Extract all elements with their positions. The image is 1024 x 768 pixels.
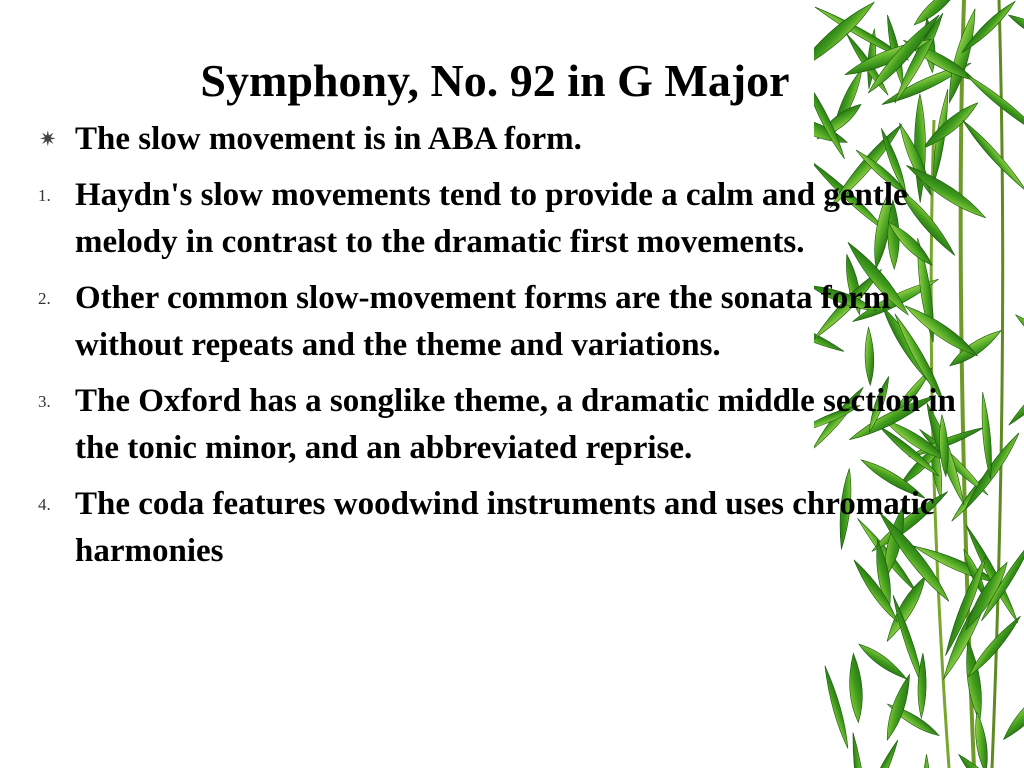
list-item-text: Haydn's slow movements tend to provide a calm and gentle melody in contrast to the dramatic first movements. bbox=[75, 177, 908, 260]
list-item bbox=[0, 116, 1000, 163]
list-item bbox=[0, 481, 1000, 575]
list-item-text: The slow movement is in ABA form. bbox=[75, 121, 582, 157]
list-item bbox=[0, 378, 1000, 472]
list-item-text: The coda features woodwind instruments and uses chromatic harmonies bbox=[75, 486, 935, 569]
list-item bbox=[0, 172, 1000, 266]
list-number: 2. bbox=[38, 289, 51, 308]
list-item-text: Other common slow-movement forms are the sonata form without repeats and the theme and variations. bbox=[75, 280, 891, 363]
bullet-list bbox=[0, 116, 1000, 584]
asterisk-icon: ✷ bbox=[39, 127, 57, 151]
list-number: 4. bbox=[38, 495, 51, 514]
list-number: 1. bbox=[38, 186, 51, 205]
slide-title: Symphony, No. 92 in G Major bbox=[200, 55, 790, 106]
list-item bbox=[0, 275, 1000, 369]
list-number: 3. bbox=[38, 392, 51, 411]
list-item-text: The Oxford has a songlike theme, a dramatic middle section in the tonic minor, and an abbreviated reprise. bbox=[75, 383, 956, 466]
